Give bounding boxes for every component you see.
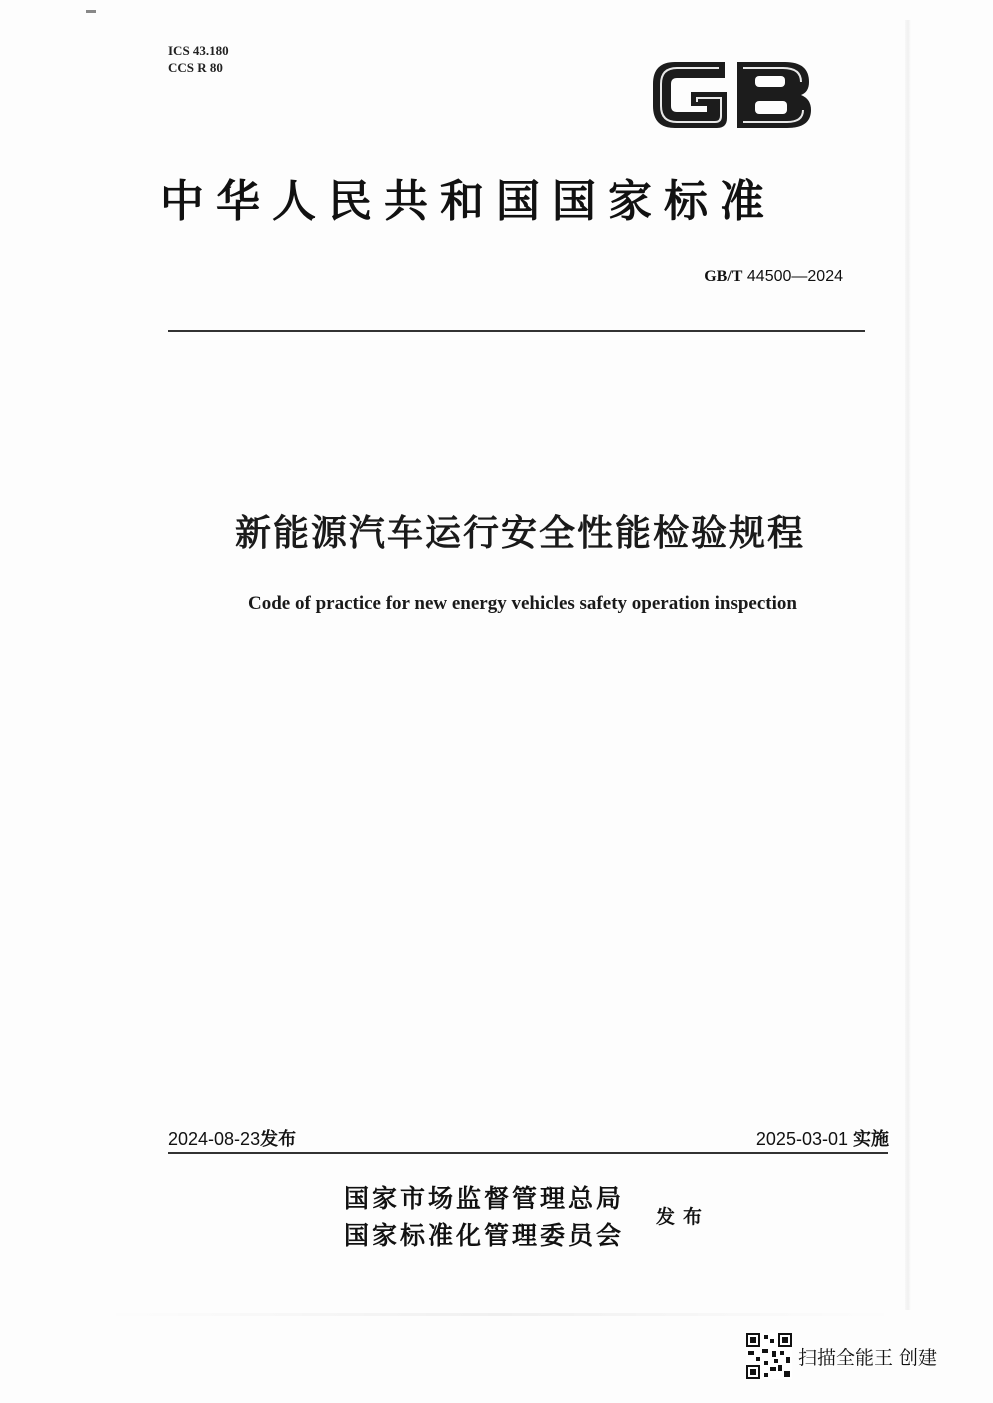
issue-date bbox=[168, 1125, 296, 1151]
implementation-date-label: 实施 bbox=[853, 1129, 889, 1149]
issuer-sac: 国家标准化管理委员会 bbox=[344, 1221, 625, 1250]
issue-date-label: 发布 bbox=[260, 1129, 297, 1149]
ics-code: ICS 43.180 bbox=[168, 43, 229, 58]
scan-edge-shadow bbox=[905, 20, 911, 1310]
standard-number bbox=[704, 268, 843, 286]
gb-logo-icon bbox=[645, 48, 817, 140]
standard-code: GB/T bbox=[704, 268, 743, 285]
standard-number-value: 44500—2024 bbox=[746, 268, 843, 285]
title-english: Code of practice for new energy vehicles safety operation inspection bbox=[248, 593, 797, 614]
classification-codes bbox=[168, 42, 229, 76]
implementation-date-value: 2025-03-01 bbox=[755, 1129, 848, 1149]
publish-label: 发布 bbox=[656, 1206, 711, 1228]
scanner-credit: 扫描全能王 创建 bbox=[798, 1347, 938, 1369]
header-divider bbox=[168, 330, 865, 332]
qr-code-icon bbox=[746, 1333, 792, 1379]
title-chinese: 新能源汽车运行安全性能检验规程 bbox=[234, 513, 805, 554]
issue-date-value: 2024-08-23 bbox=[168, 1129, 261, 1149]
document-category: 中华人民共和国国家标准 bbox=[160, 176, 776, 227]
scan-corner-mark bbox=[86, 10, 96, 13]
page-bottom-edge bbox=[100, 1313, 900, 1316]
implementation-date bbox=[756, 1125, 889, 1151]
ccs-code: CCS R 80 bbox=[168, 60, 223, 75]
footer-divider bbox=[168, 1152, 888, 1154]
issuing-authorities bbox=[344, 1180, 624, 1254]
issuer-samr: 国家市场监督管理总局 bbox=[344, 1184, 625, 1213]
